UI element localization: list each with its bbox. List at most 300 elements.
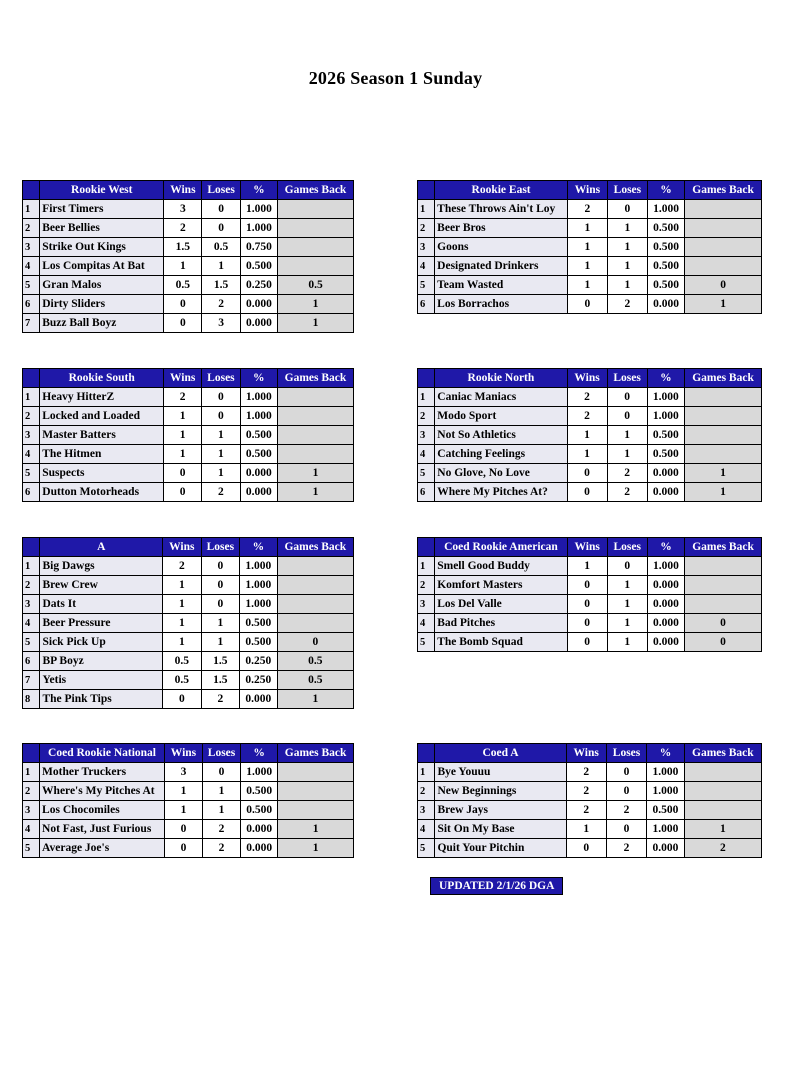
table-row bbox=[418, 257, 762, 276]
row-rank: 5 bbox=[418, 276, 435, 295]
row-wins: 3 bbox=[164, 200, 202, 219]
standings-column-right bbox=[417, 743, 762, 858]
row-rank: 6 bbox=[418, 483, 435, 502]
header-loses: Loses bbox=[607, 181, 647, 200]
row-pct: 0.000 bbox=[647, 839, 685, 858]
row-loses: 1 bbox=[607, 633, 647, 652]
row-team-name: Where's My Pitches At bbox=[40, 782, 165, 801]
row-games-back: 0.5 bbox=[277, 652, 353, 671]
row-wins: 2 bbox=[164, 388, 202, 407]
row-pct: 1.000 bbox=[240, 576, 278, 595]
row-games-back: 1 bbox=[277, 690, 353, 709]
row-loses: 0 bbox=[202, 219, 240, 238]
row-wins: 0 bbox=[164, 314, 202, 333]
standings-row-band bbox=[0, 180, 762, 333]
row-wins: 1 bbox=[568, 257, 608, 276]
row-loses: 1 bbox=[607, 276, 647, 295]
row-games-back: 1 bbox=[685, 483, 762, 502]
row-loses: 0 bbox=[202, 200, 240, 219]
row-rank: 6 bbox=[23, 295, 40, 314]
row-team-name: Bye Youuu bbox=[435, 763, 566, 782]
row-loses: 0 bbox=[202, 763, 240, 782]
row-rank: 1 bbox=[418, 557, 435, 576]
header-wins: Wins bbox=[567, 538, 607, 557]
table-row bbox=[418, 445, 762, 464]
row-rank: 1 bbox=[418, 388, 435, 407]
table-header-row bbox=[418, 538, 762, 557]
row-team-name: Dats It bbox=[40, 595, 163, 614]
table-row bbox=[23, 614, 354, 633]
row-wins: 1 bbox=[567, 426, 607, 445]
row-team-name: Master Batters bbox=[40, 426, 164, 445]
row-games-back bbox=[277, 388, 353, 407]
row-rank: 4 bbox=[418, 614, 435, 633]
row-games-back bbox=[685, 595, 762, 614]
row-loses: 0 bbox=[202, 388, 240, 407]
row-games-back bbox=[685, 219, 762, 238]
row-rank: 2 bbox=[418, 219, 435, 238]
row-rank: 7 bbox=[23, 314, 40, 333]
row-loses: 2 bbox=[607, 464, 647, 483]
row-games-back bbox=[277, 426, 353, 445]
row-games-back: 0 bbox=[685, 633, 762, 652]
row-games-back: 0.5 bbox=[277, 671, 353, 690]
row-rank: 1 bbox=[23, 557, 40, 576]
row-pct: 0.500 bbox=[240, 633, 278, 652]
table-row bbox=[23, 576, 354, 595]
standings-row-band bbox=[0, 368, 762, 502]
row-loses: 0 bbox=[201, 557, 240, 576]
table-header-row bbox=[418, 369, 762, 388]
row-pct: 0.000 bbox=[240, 483, 277, 502]
header-games-back: Games Back bbox=[277, 369, 353, 388]
row-rank: 3 bbox=[418, 426, 435, 445]
table-row bbox=[23, 200, 354, 219]
header-rank-spacer bbox=[23, 369, 40, 388]
standings-table-coed-rookie-national bbox=[22, 743, 354, 858]
row-team-name: Los Compitas At Bat bbox=[40, 257, 164, 276]
row-games-back bbox=[685, 238, 762, 257]
row-rank: 1 bbox=[23, 763, 40, 782]
row-loses: 2 bbox=[202, 483, 240, 502]
updated-note: UPDATED 2/1/26 DGA bbox=[430, 877, 563, 895]
row-pct: 0.000 bbox=[240, 464, 277, 483]
row-team-name: Los Borrachos bbox=[435, 295, 568, 314]
row-wins: 0.5 bbox=[163, 671, 201, 690]
row-team-name: Strike Out Kings bbox=[40, 238, 164, 257]
header-loses: Loses bbox=[202, 744, 240, 763]
row-team-name: Quit Your Pitchin bbox=[435, 839, 566, 858]
table-row bbox=[23, 483, 354, 502]
row-wins: 0.5 bbox=[163, 652, 201, 671]
row-rank: 8 bbox=[23, 690, 40, 709]
row-rank: 4 bbox=[23, 257, 40, 276]
row-loses: 0 bbox=[202, 407, 240, 426]
row-pct: 0.000 bbox=[647, 483, 684, 502]
header-pct: % bbox=[240, 538, 278, 557]
row-wins: 0 bbox=[164, 295, 202, 314]
row-wins: 0 bbox=[567, 614, 607, 633]
table-row bbox=[23, 782, 354, 801]
row-loses: 0 bbox=[606, 782, 646, 801]
row-wins: 0 bbox=[164, 464, 202, 483]
header-rank-spacer bbox=[418, 369, 435, 388]
row-pct: 0.000 bbox=[647, 614, 684, 633]
row-wins: 2 bbox=[568, 200, 608, 219]
row-pct: 0.500 bbox=[241, 801, 278, 820]
row-team-name: Not So Athletics bbox=[435, 426, 567, 445]
row-team-name: Goons bbox=[435, 238, 568, 257]
row-loses: 2 bbox=[202, 820, 240, 839]
row-team-name: Gran Malos bbox=[40, 276, 164, 295]
standings-table-rookie-east bbox=[417, 180, 762, 314]
table-row bbox=[418, 407, 762, 426]
row-loses: 2 bbox=[202, 839, 240, 858]
row-games-back bbox=[685, 200, 762, 219]
row-pct: 1.000 bbox=[240, 407, 277, 426]
row-pct: 0.500 bbox=[240, 426, 277, 445]
row-rank: 4 bbox=[418, 820, 435, 839]
row-pct: 1.000 bbox=[647, 200, 684, 219]
row-pct: 0.000 bbox=[240, 295, 277, 314]
header-division-name: Coed Rookie National bbox=[40, 744, 165, 763]
header-division-name: Rookie East bbox=[435, 181, 568, 200]
row-pct: 0.500 bbox=[240, 257, 277, 276]
row-wins: 0 bbox=[567, 464, 607, 483]
row-pct: 0.500 bbox=[240, 614, 278, 633]
row-wins: 0.5 bbox=[164, 276, 202, 295]
row-wins: 1.5 bbox=[164, 238, 202, 257]
table-row bbox=[23, 276, 354, 295]
standings-table-rookie-north bbox=[417, 368, 762, 502]
standings-table-rookie-west bbox=[22, 180, 354, 333]
header-rank-spacer bbox=[23, 181, 40, 200]
table-row bbox=[23, 763, 354, 782]
row-games-back bbox=[278, 200, 354, 219]
row-loses: 1 bbox=[202, 782, 240, 801]
row-loses: 0 bbox=[606, 820, 646, 839]
table-row bbox=[418, 483, 762, 502]
row-pct: 0.000 bbox=[240, 690, 278, 709]
row-team-name: Komfort Masters bbox=[435, 576, 567, 595]
row-loses: 1 bbox=[202, 445, 240, 464]
row-team-name: Suspects bbox=[40, 464, 164, 483]
header-pct: % bbox=[647, 744, 685, 763]
row-team-name: Designated Drinkers bbox=[435, 257, 568, 276]
row-pct: 1.000 bbox=[647, 763, 685, 782]
header-games-back: Games Back bbox=[685, 538, 762, 557]
table-header-row bbox=[418, 744, 762, 763]
row-rank: 4 bbox=[23, 445, 40, 464]
row-pct: 0.000 bbox=[647, 633, 684, 652]
row-loses: 0 bbox=[607, 557, 647, 576]
row-games-back bbox=[685, 257, 762, 276]
row-wins: 0 bbox=[566, 839, 606, 858]
row-games-back bbox=[277, 614, 353, 633]
row-loses: 1 bbox=[607, 219, 647, 238]
row-wins: 2 bbox=[567, 407, 607, 426]
row-team-name: No Glove, No Love bbox=[435, 464, 567, 483]
row-loses: 1 bbox=[607, 257, 647, 276]
row-pct: 1.000 bbox=[240, 595, 278, 614]
row-pct: 1.000 bbox=[240, 219, 277, 238]
header-pct: % bbox=[240, 181, 277, 200]
row-pct: 0.500 bbox=[647, 276, 684, 295]
row-wins: 0 bbox=[165, 820, 203, 839]
row-pct: 0.500 bbox=[647, 257, 684, 276]
row-rank: 2 bbox=[418, 782, 435, 801]
row-team-name: The Hitmen bbox=[40, 445, 164, 464]
row-games-back: 2 bbox=[684, 839, 761, 858]
table-row bbox=[418, 763, 762, 782]
row-games-back: 0 bbox=[685, 614, 762, 633]
row-team-name: Not Fast, Just Furious bbox=[40, 820, 165, 839]
header-wins: Wins bbox=[163, 538, 201, 557]
row-loses: 0 bbox=[201, 595, 240, 614]
row-pct: 0.000 bbox=[647, 295, 684, 314]
header-rank-spacer bbox=[418, 181, 435, 200]
row-pct: 1.000 bbox=[241, 763, 278, 782]
row-wins: 0 bbox=[163, 690, 201, 709]
row-wins: 2 bbox=[566, 782, 606, 801]
row-team-name: Buzz Ball Boyz bbox=[40, 314, 164, 333]
table-row bbox=[418, 464, 762, 483]
header-division-name: Rookie South bbox=[40, 369, 164, 388]
row-team-name: Los Del Valle bbox=[435, 595, 567, 614]
table-row bbox=[23, 388, 354, 407]
row-wins: 2 bbox=[566, 801, 606, 820]
row-wins: 1 bbox=[165, 801, 203, 820]
table-row bbox=[418, 839, 762, 858]
row-games-back: 1 bbox=[685, 464, 762, 483]
row-team-name: Sit On My Base bbox=[435, 820, 566, 839]
table-row bbox=[23, 633, 354, 652]
row-loses: 3 bbox=[202, 314, 240, 333]
row-wins: 2 bbox=[164, 219, 202, 238]
row-loses: 1 bbox=[607, 576, 647, 595]
header-loses: Loses bbox=[607, 538, 647, 557]
row-rank: 3 bbox=[418, 801, 435, 820]
row-pct: 0.750 bbox=[240, 238, 277, 257]
row-games-back: 1 bbox=[685, 295, 762, 314]
header-wins: Wins bbox=[164, 181, 202, 200]
row-games-back: 0 bbox=[277, 633, 353, 652]
row-wins: 0 bbox=[567, 483, 607, 502]
row-team-name: Locked and Loaded bbox=[40, 407, 164, 426]
row-rank: 3 bbox=[23, 595, 40, 614]
row-loses: 1 bbox=[607, 595, 647, 614]
row-team-name: Sick Pick Up bbox=[40, 633, 163, 652]
header-loses: Loses bbox=[202, 369, 240, 388]
row-rank: 1 bbox=[23, 200, 40, 219]
row-wins: 1 bbox=[568, 219, 608, 238]
row-games-back bbox=[684, 801, 761, 820]
header-pct: % bbox=[647, 538, 684, 557]
header-wins: Wins bbox=[568, 181, 608, 200]
row-wins: 0 bbox=[567, 595, 607, 614]
header-games-back: Games Back bbox=[684, 744, 761, 763]
row-rank: 5 bbox=[23, 839, 40, 858]
document-page bbox=[0, 68, 791, 1092]
table-row bbox=[23, 426, 354, 445]
row-rank: 6 bbox=[418, 295, 435, 314]
row-games-back: 1 bbox=[278, 839, 354, 858]
row-pct: 1.000 bbox=[240, 557, 278, 576]
header-wins: Wins bbox=[567, 369, 607, 388]
header-loses: Loses bbox=[607, 369, 647, 388]
header-games-back: Games Back bbox=[278, 181, 354, 200]
row-games-back bbox=[278, 219, 354, 238]
table-header-row bbox=[23, 369, 354, 388]
row-team-name: Dutton Motorheads bbox=[40, 483, 164, 502]
row-team-name: The Bomb Squad bbox=[435, 633, 567, 652]
row-pct: 0.000 bbox=[241, 820, 278, 839]
updated-note-wrapper bbox=[430, 876, 563, 895]
table-row bbox=[23, 314, 354, 333]
row-loses: 0 bbox=[607, 407, 647, 426]
row-pct: 0.250 bbox=[240, 671, 278, 690]
table-row bbox=[23, 238, 354, 257]
standings-row-band bbox=[0, 537, 762, 709]
row-games-back bbox=[278, 763, 354, 782]
row-wins: 0 bbox=[165, 839, 203, 858]
standings-column-left bbox=[22, 537, 354, 709]
row-loses: 1 bbox=[607, 614, 647, 633]
row-rank: 4 bbox=[418, 445, 435, 464]
standings-column-right bbox=[417, 368, 762, 502]
page-title: 2026 Season 1 Sunday bbox=[308, 68, 483, 88]
row-rank: 5 bbox=[23, 464, 40, 483]
table-row bbox=[418, 238, 762, 257]
row-team-name: The Pink Tips bbox=[40, 690, 163, 709]
row-team-name: BP Boyz bbox=[40, 652, 163, 671]
row-team-name: Brew Jays bbox=[435, 801, 566, 820]
row-games-back: 1 bbox=[278, 295, 354, 314]
table-row bbox=[418, 388, 762, 407]
standings-column-right bbox=[417, 537, 762, 709]
header-pct: % bbox=[647, 181, 684, 200]
row-wins: 1 bbox=[163, 576, 201, 595]
row-loses: 1.5 bbox=[201, 652, 240, 671]
row-team-name: Modo Sport bbox=[435, 407, 567, 426]
row-team-name: Caniac Maniacs bbox=[435, 388, 567, 407]
row-games-back bbox=[685, 388, 762, 407]
row-pct: 0.500 bbox=[647, 238, 684, 257]
standings-table-coed-a bbox=[417, 743, 762, 858]
row-loses: 2 bbox=[606, 839, 646, 858]
row-team-name: Heavy HitterZ bbox=[40, 388, 164, 407]
row-loses: 1 bbox=[607, 445, 647, 464]
row-loses: 0 bbox=[606, 763, 646, 782]
table-row bbox=[418, 295, 762, 314]
row-pct: 0.000 bbox=[647, 576, 684, 595]
row-games-back bbox=[277, 595, 353, 614]
row-pct: 1.000 bbox=[647, 820, 685, 839]
row-rank: 3 bbox=[23, 426, 40, 445]
row-team-name: Team Wasted bbox=[435, 276, 568, 295]
row-rank: 5 bbox=[418, 633, 435, 652]
row-pct: 0.500 bbox=[647, 219, 684, 238]
row-pct: 0.500 bbox=[241, 782, 278, 801]
header-games-back: Games Back bbox=[278, 744, 354, 763]
header-rank-spacer bbox=[418, 538, 435, 557]
table-header-row bbox=[23, 181, 354, 200]
row-rank: 1 bbox=[23, 388, 40, 407]
row-games-back bbox=[685, 426, 762, 445]
header-games-back: Games Back bbox=[685, 181, 762, 200]
row-games-back bbox=[685, 557, 762, 576]
row-rank: 5 bbox=[418, 839, 435, 858]
row-games-back bbox=[685, 576, 762, 595]
row-loses: 1 bbox=[607, 426, 647, 445]
row-loses: 1 bbox=[201, 633, 240, 652]
row-wins: 0 bbox=[568, 295, 608, 314]
row-team-name: Brew Crew bbox=[40, 576, 163, 595]
row-team-name: Average Joe's bbox=[40, 839, 165, 858]
row-rank: 1 bbox=[418, 763, 435, 782]
row-loses: 1.5 bbox=[201, 671, 240, 690]
row-loses: 0.5 bbox=[202, 238, 240, 257]
row-team-name: Dirty Sliders bbox=[40, 295, 164, 314]
row-loses: 0 bbox=[607, 200, 647, 219]
row-loses: 2 bbox=[607, 295, 647, 314]
row-wins: 1 bbox=[163, 614, 201, 633]
row-games-back: 1 bbox=[684, 820, 761, 839]
row-rank: 2 bbox=[418, 576, 435, 595]
header-rank-spacer bbox=[418, 744, 435, 763]
row-rank: 4 bbox=[418, 257, 435, 276]
header-pct: % bbox=[647, 369, 684, 388]
row-pct: 1.000 bbox=[647, 557, 684, 576]
row-loses: 0 bbox=[607, 388, 647, 407]
row-team-name: New Beginnings bbox=[435, 782, 566, 801]
header-division-name: Coed A bbox=[435, 744, 566, 763]
row-pct: 0.250 bbox=[240, 276, 277, 295]
row-games-back bbox=[278, 257, 354, 276]
table-row bbox=[23, 257, 354, 276]
row-wins: 1 bbox=[163, 595, 201, 614]
row-wins: 1 bbox=[164, 426, 202, 445]
standings-column-left bbox=[22, 368, 354, 502]
standings-column-left bbox=[22, 743, 354, 858]
row-team-name: Beer Bros bbox=[435, 219, 568, 238]
standings-table-division-a bbox=[22, 537, 354, 709]
row-games-back bbox=[684, 763, 761, 782]
table-row bbox=[23, 407, 354, 426]
row-pct: 1.000 bbox=[647, 388, 684, 407]
row-pct: 0.250 bbox=[240, 652, 278, 671]
row-wins: 2 bbox=[566, 763, 606, 782]
row-team-name: Where My Pitches At? bbox=[435, 483, 567, 502]
row-rank: 2 bbox=[23, 576, 40, 595]
row-loses: 1 bbox=[202, 801, 240, 820]
standings-table-coed-rookie-american bbox=[417, 537, 762, 652]
table-row bbox=[418, 782, 762, 801]
table-header-row bbox=[23, 744, 354, 763]
table-row bbox=[418, 801, 762, 820]
row-games-back bbox=[278, 782, 354, 801]
row-games-back bbox=[277, 557, 353, 576]
row-loses: 1 bbox=[202, 426, 240, 445]
standings-column-right bbox=[417, 180, 762, 333]
standings-column-left bbox=[22, 180, 354, 333]
row-loses: 1.5 bbox=[202, 276, 240, 295]
table-row bbox=[23, 595, 354, 614]
standings-table-rookie-south bbox=[22, 368, 354, 502]
row-wins: 2 bbox=[163, 557, 201, 576]
table-row bbox=[23, 445, 354, 464]
header-pct: % bbox=[241, 744, 278, 763]
